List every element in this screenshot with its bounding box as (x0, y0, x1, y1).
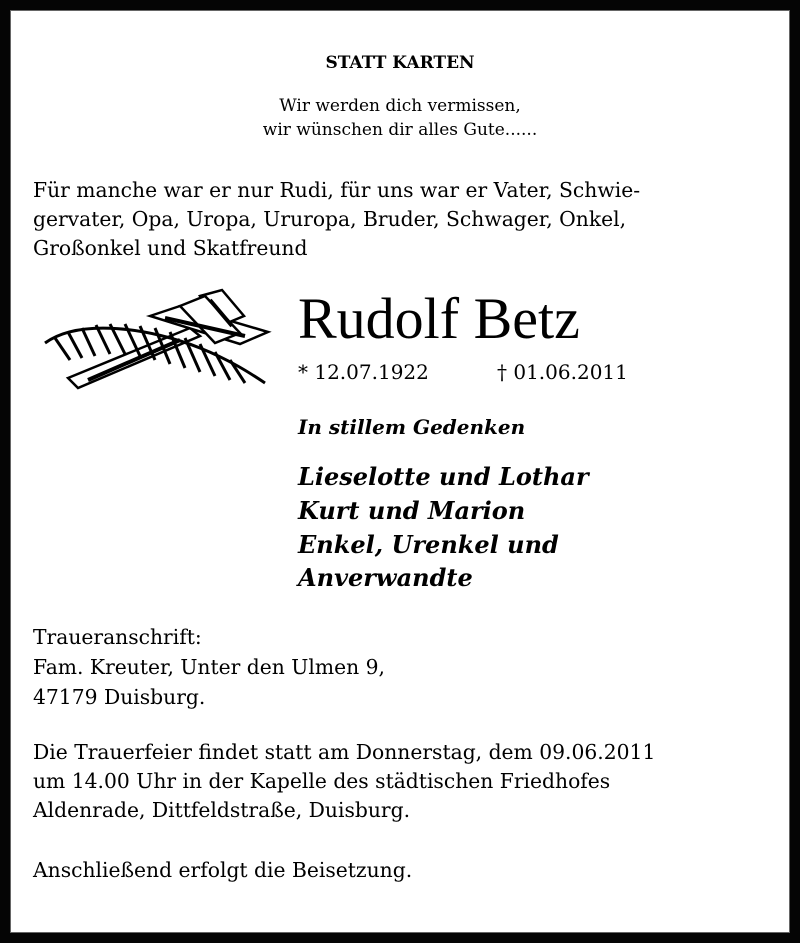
memorial-text: In stillem Gedenken (298, 415, 526, 439)
intro-line: Großonkel und Skatfreund (33, 236, 308, 260)
cross-palm-icon (40, 288, 280, 398)
address-line: Fam. Kreuter, Unter den Ulmen 9, (33, 655, 385, 679)
ceremony-line: um 14.00 Uhr in der Kapelle des städtischen Friedhofes (33, 769, 611, 793)
burial-text: Anschließend erfolgt die Beisetzung. (33, 858, 413, 882)
birth-date: * 12.07.1922 (298, 360, 429, 384)
deceased-name: Rudolf Betz (298, 286, 580, 351)
mourner-line: Enkel, Urenkel und (298, 530, 559, 559)
intro-line: gervater, Opa, Uropa, Ururopa, Bruder, Schwager, Onkel, (33, 207, 627, 231)
ceremony-line: Die Trauerfeier findet statt am Donnerstag, dem 09.06.2011 (33, 740, 656, 764)
motto-line: wir wünschen dir alles Gute...... (262, 120, 538, 140)
mourner-line: Lieselotte und Lothar (298, 462, 589, 491)
address-line: Traueranschrift: (33, 625, 202, 649)
death-date: † 01.06.2011 (497, 360, 628, 384)
header: STATT KARTEN (325, 53, 475, 73)
motto-line: Wir werden dich vermissen, (279, 96, 521, 116)
mourner-line: Anverwandte (298, 563, 473, 592)
ceremony-line: Aldenrade, Dittfeldstraße, Duisburg. (33, 798, 411, 822)
address-line: 47179 Duisburg. (33, 685, 206, 709)
mourner-line: Kurt und Marion (298, 496, 526, 525)
intro-line: Für manche war er nur Rudi, für uns war er Vater, Schwie- (33, 178, 641, 202)
